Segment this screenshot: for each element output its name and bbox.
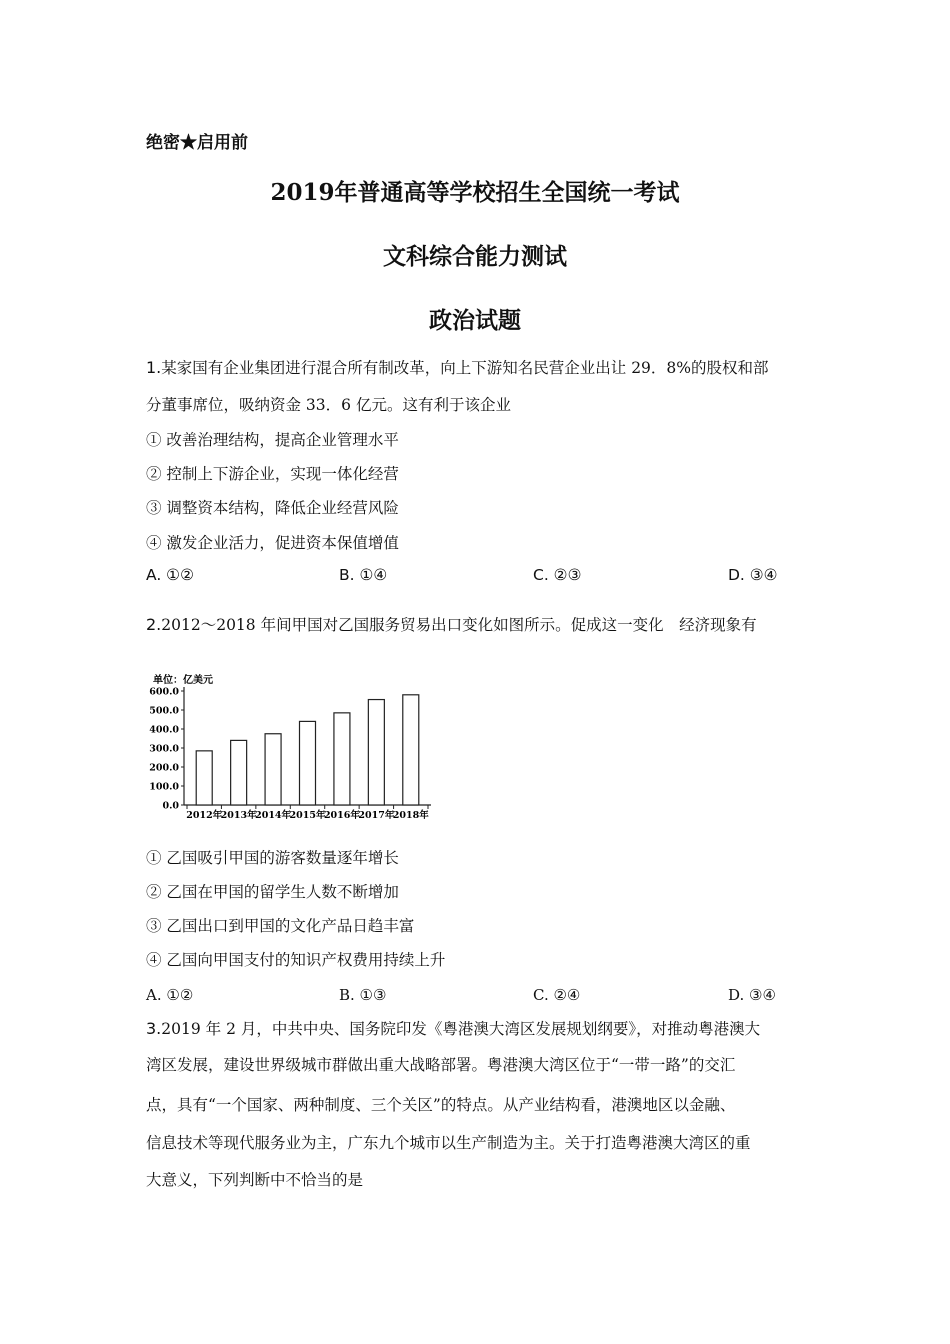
bar-2015年 [300,721,316,805]
q1-item-2: ② 控制上下游企业，实现一体化经营 [146,465,399,483]
q2-item-2: ② 乙国在甲国的留学生人数不断增加 [146,883,399,901]
q2-number: 2. [146,615,162,634]
q1-item-4: ④ 激发企业活力，促进资本保值增值 [146,534,399,552]
q3-line1 [146,1019,760,1039]
bar-2012年 [196,751,212,805]
exam-title: 2019年普通高等学校招生全国统一考试 [270,179,680,206]
q1-line1 [146,358,769,378]
q2-option-c[interactable]: C. ②④ [533,986,581,1004]
q3-line5: 大意义，下列判断中不恰当的是 [146,1171,364,1189]
q1-number: 1. [146,358,162,377]
y-tick-label: 600.0 [149,686,179,698]
x-tick-label: 2018年 [392,810,429,821]
q3-number: 3. [146,1019,162,1038]
q1-text-1: 某家国有企业集团进行混合所有制改革，向上下游知名民营企业出让 29．8%的股权和部 [161,359,769,377]
q3-text-1: 2019 年 2 月，中共中央、国务院印发《粤港澳大湾区发展规划纲要》，对推动粤港澳大 [161,1020,761,1038]
y-tick-label: 100.0 [149,781,179,793]
x-tick-label: 2016年 [323,810,360,821]
q3-line2: 湾区发展，建设世界级城市群做出重大战略部署。粤港澳大湾区位于“一带一路”的交汇 [146,1056,736,1074]
q2-text-1: 2012～2018 年间甲国对乙国服务贸易出口变化如图所示。促成这一变化 经济现象有 [161,616,757,634]
x-tick-label: 2013年 [220,810,257,821]
y-tick-label: 400.0 [149,724,179,736]
q2-item-4: ④ 乙国向甲国支付的知识产权费用持续上升 [146,951,446,969]
trade-bar-chart [146,668,446,828]
y-tick-label: 200.0 [149,762,179,774]
q1-item-1: ① 改善治理结构，提高企业管理水平 [146,431,399,449]
chart-plot [149,687,431,822]
q2-line1 [146,615,757,635]
q3-line4: 信息技术等现代服务业为主，广东九个城市以生产制造为主。关于打造粤港澳大湾区的重 [146,1134,751,1152]
confidential-label: 绝密★启用前 [146,133,248,153]
q2-item-3: ③ 乙国出口到甲国的文化产品日趋丰富 [146,917,415,935]
y-tick-label: 0.0 [162,800,179,812]
q3-line3: 点，具有“一个国家、两种制度、三个关区”的特点。从产业结构看，港澳地区以金融、 [146,1096,736,1114]
chart-unit-label: 单位：亿美元 [153,675,213,686]
y-tick-label: 300.0 [149,743,179,755]
q1-option-d[interactable]: D. ③④ [728,566,778,584]
bar-2018年 [403,695,419,805]
q1-option-c[interactable]: C. ②③ [533,566,582,584]
q2-option-d[interactable]: D. ③④ [728,986,776,1004]
q1-line2: 分董事席位，吸纳资金 33．6 亿元。这有利于该企业 [146,396,511,414]
q2-option-a[interactable]: A. ①② [146,986,194,1004]
q2-option-b[interactable]: B. ①③ [339,986,387,1004]
q1-option-b[interactable]: B. ①④ [339,566,388,584]
bar-2013年 [231,740,247,805]
q1-option-a[interactable]: A. ①② [146,566,194,584]
x-tick-label: 2017年 [358,810,395,821]
bar-2016年 [334,713,350,805]
x-tick-label: 2014年 [255,810,292,821]
x-tick-label: 2015年 [289,810,326,821]
q1-item-3: ③ 调整资本结构，降低企业经营风险 [146,499,399,517]
bar-2014年 [265,734,281,805]
section-title: 政治试题 [429,307,521,334]
y-tick-label: 500.0 [149,705,179,717]
exam-subtitle: 文科综合能力测试 [383,243,567,270]
x-tick-label: 2012年 [186,810,223,821]
q2-item-1: ① 乙国吸引甲国的游客数量逐年增长 [146,849,399,867]
bar-2017年 [368,700,384,805]
